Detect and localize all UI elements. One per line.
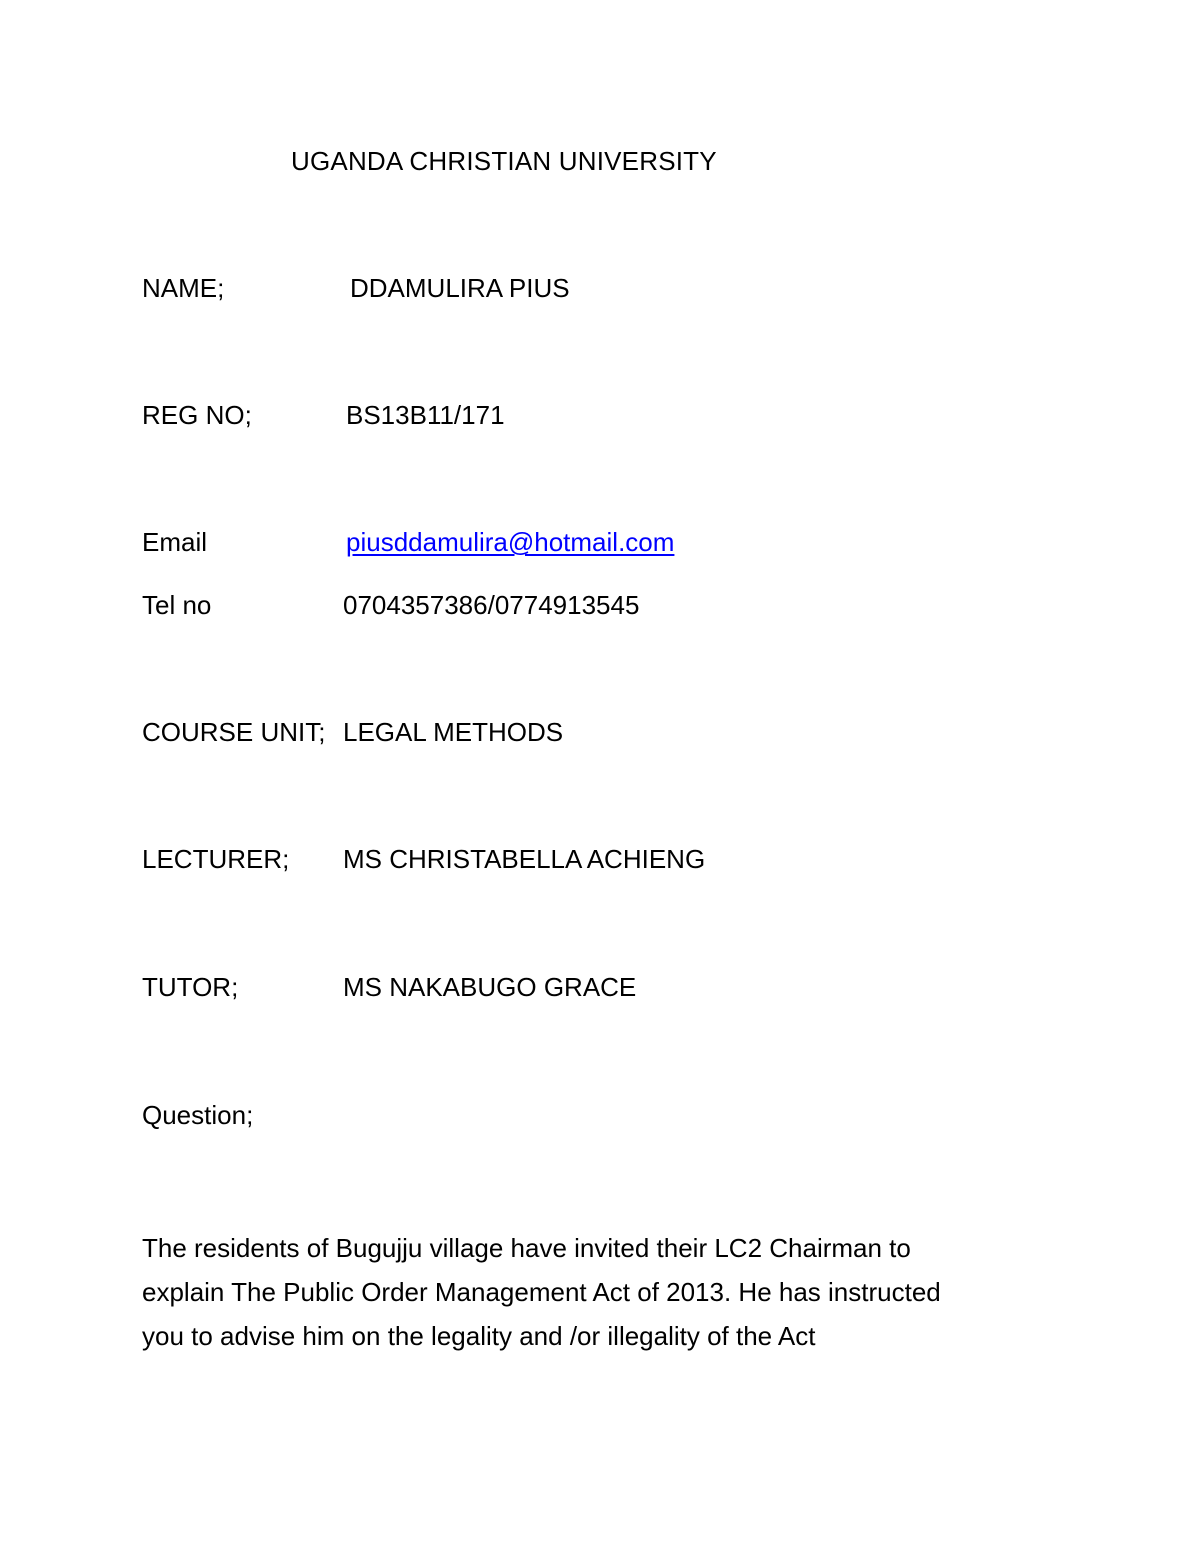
email-label: Email	[142, 527, 208, 557]
reg-no-label: REG NO;	[142, 400, 252, 430]
tutor-value: MS NAKABUGO GRACE	[343, 972, 637, 1002]
question-line: you to advise him on the legality and /or illegality of the Act	[142, 1321, 816, 1351]
tel-value: 0704357386/0774913545	[343, 590, 640, 620]
university-title: UGANDA CHRISTIAN UNIVERSITY	[291, 146, 717, 176]
course-unit-label: COURSE UNIT;	[142, 717, 326, 747]
lecturer-label: LECTURER;	[142, 844, 290, 874]
tutor-label: TUTOR;	[142, 972, 239, 1002]
tel-label: Tel no	[142, 590, 212, 620]
lecturer-value: MS CHRISTABELLA ACHIENG	[343, 844, 706, 874]
name-label: NAME;	[142, 273, 225, 303]
reg-no-value: BS13B11/171	[346, 400, 505, 430]
question-label: Question;	[142, 1100, 254, 1130]
question-body	[142, 1226, 1042, 1358]
name-value: DDAMULIRA PIUS	[350, 273, 570, 303]
question-line: The residents of Bugujju village have invited their LC2 Chairman to	[142, 1233, 911, 1263]
email-link[interactable]: piusddamulira@hotmail.com	[346, 527, 675, 557]
question-line: explain The Public Order Management Act of 2013. He has instructed	[142, 1277, 941, 1307]
course-unit-value: LEGAL METHODS	[343, 717, 564, 747]
